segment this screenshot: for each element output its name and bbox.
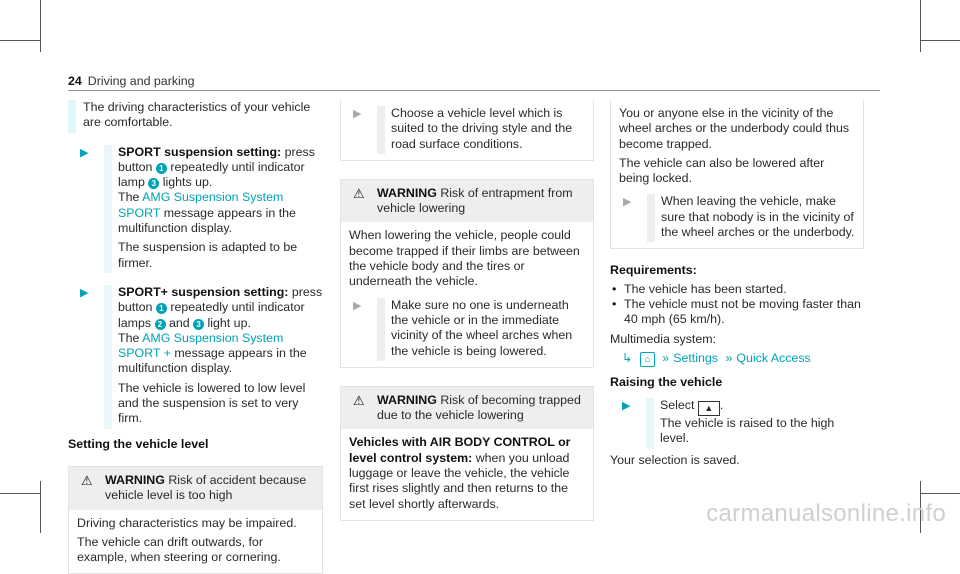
page-number: 24	[68, 74, 82, 88]
path-arrow-icon: ↳	[622, 350, 633, 365]
home-icon[interactable]: ⌂	[640, 352, 655, 367]
step-arrow-icon: ▶	[622, 400, 631, 413]
warning-subject: Risk of accident because vehicle level is too high	[105, 472, 307, 503]
multimedia-label: Multimedia system:	[610, 331, 717, 346]
crop-mark	[920, 0, 921, 52]
warning-body: When lowering the vehicle, people could become trapped if their limbs are between the vehicle body and the tires or underneath the vehicle. ▶ Make sure no one is underneath the vehicle or in the immediate vicinity of the wheel arches when the vehicle is being lowered.	[341, 222, 593, 366]
list-item: • The vehicle has been started.	[610, 282, 864, 297]
sport-step-text: SPORT suspension setting: press button 1 repeatedly until indicator lamp 3 lights up. The AMG Suspension System SPORT message appears in the multifunction display. The suspension is adapted to be firmer.	[104, 145, 323, 271]
sportplus-message: AMG Suspension System SPORT +	[118, 330, 284, 361]
crop-mark	[0, 40, 40, 41]
warning-header	[69, 467, 322, 510]
vehicle-raise-icon[interactable]: ▲	[698, 401, 720, 416]
sportplus-step-text: SPORT+ suspension setting: press button 1 repeatedly until indicator lamps 2 and 3 light up. The AMG Suspension System SPORT + message appears in the multifunction display. The vehicle is lowered to low level and the suspension is set to very firm.	[104, 285, 323, 427]
chevron-right-icon: »	[725, 350, 733, 365]
section-title: Driving and parking	[87, 74, 195, 88]
choose-level-text: Choose a vehicle level which is suited to the driving style and the road surface conditions.	[391, 106, 573, 151]
button-1-badge: 1	[156, 303, 167, 314]
warning-step: ▶ Make sure no one is underneath the vehicle or in the immediate vicinity of the wheel arches when the vehicle is being lowered.	[349, 298, 585, 359]
choose-level-card	[340, 100, 594, 161]
choose-level-step	[341, 106, 593, 152]
page-header	[68, 74, 195, 89]
raise-result: The vehicle is raised to the high level.	[660, 416, 835, 446]
warning-title: WARNING	[377, 392, 437, 407]
section-heading-vehicle-level: Setting the vehicle level	[68, 436, 209, 451]
sportplus-step	[68, 285, 323, 427]
chevron-right-icon: »	[662, 350, 670, 365]
requirements-list	[610, 282, 864, 328]
warning-title: WARNING	[377, 185, 437, 200]
warning-box-entrapment	[340, 179, 594, 368]
intro-block	[68, 100, 323, 131]
column-2	[340, 100, 594, 521]
list-item: • The vehicle must not be moving faster than 40 mph (65 km/h).	[610, 297, 864, 328]
header-rule	[68, 90, 880, 91]
button-1-badge: 1	[156, 163, 167, 174]
crop-mark	[920, 40, 960, 41]
step-arrow-icon: ▶	[80, 146, 89, 159]
warning-triangle-icon: ⚠	[81, 472, 93, 488]
sport-step	[68, 145, 323, 271]
raise-step-text: Select ▲ . The vehicle is raised to the high level.	[646, 398, 864, 447]
column-1	[68, 100, 323, 574]
warning-triangle-icon: ⚠	[353, 392, 365, 408]
watermark: carmanualsonline.info	[706, 499, 946, 527]
step-arrow-icon: ▶	[353, 299, 362, 312]
raise-step	[610, 398, 864, 447]
warning-triangle-icon: ⚠	[353, 185, 365, 201]
crop-mark	[40, 0, 41, 52]
warning-subject: Risk of entrapment from vehicle lowering	[377, 185, 573, 216]
warning-box-trapped	[340, 386, 594, 521]
step-arrow-icon: ▶	[353, 108, 362, 120]
lamp-3-badge: 3	[193, 319, 204, 330]
lamp-2-badge: 2	[155, 319, 166, 330]
warning-subject: Risk of becoming trapped due to the vehicle lowering	[377, 392, 581, 423]
column-3	[610, 100, 864, 468]
lamp-3-badge: 3	[148, 178, 159, 189]
sportplus-result: The vehicle is lowered to low level and the suspension is set to very firm.	[118, 380, 306, 426]
sport-message: AMG Suspension System SPORT	[118, 190, 284, 220]
selection-saved: Your selection is saved.	[610, 452, 740, 467]
crop-mark	[0, 493, 40, 494]
sport-lead: SPORT suspension setting:	[118, 144, 282, 159]
leave-vehicle-step: ▶ When leaving the vehicle, make sure that nobody is in the vicinity of the wheel arches or the underbody.	[623, 194, 855, 240]
crop-mark	[40, 481, 41, 533]
requirements-heading: Requirements:	[610, 263, 697, 278]
step-arrow-icon: ▶	[80, 286, 89, 299]
raising-heading: Raising the vehicle	[610, 374, 723, 389]
menu-quick-access[interactable]: Quick Access	[736, 350, 811, 365]
crop-mark	[920, 493, 960, 494]
warning-body: Vehicles with AIR BODY CONTROL or level control system: when you unload luggage or leave the vehicle, the vehicle first rises slightly and then returns to the set level shortly afterwards.	[349, 435, 571, 511]
menu-path	[610, 351, 864, 367]
intro-text: The driving characteristics of your vehicle are comfortable.	[83, 100, 311, 130]
warning-body: Driving characteristics may be impaired. The vehicle can drift outwards, for example, when steering or cornering.	[77, 515, 297, 565]
warning-header	[341, 180, 593, 223]
warning-box-level	[68, 466, 323, 574]
air-body-control-lead: Vehicles with AIR BODY CONTROL or level control system:	[349, 435, 571, 465]
warning-header	[341, 387, 593, 430]
warning-title: WARNING	[105, 472, 165, 487]
entrapment-continued-card: You or anyone else in the vicinity of the wheel arches or the underbody could thus become trapped. The vehicle can also be lowered after being locked. ▶ When leaving the vehicle, make sure that nobody is in the vicinity of the wheel arches or the underbody.	[610, 100, 864, 249]
menu-settings[interactable]: Settings	[673, 350, 718, 365]
sport-result: The suspension is adapted to be firmer.	[118, 240, 298, 270]
step-arrow-icon: ▶	[623, 196, 632, 209]
sportplus-lead: SPORT+ suspension setting:	[118, 284, 289, 299]
